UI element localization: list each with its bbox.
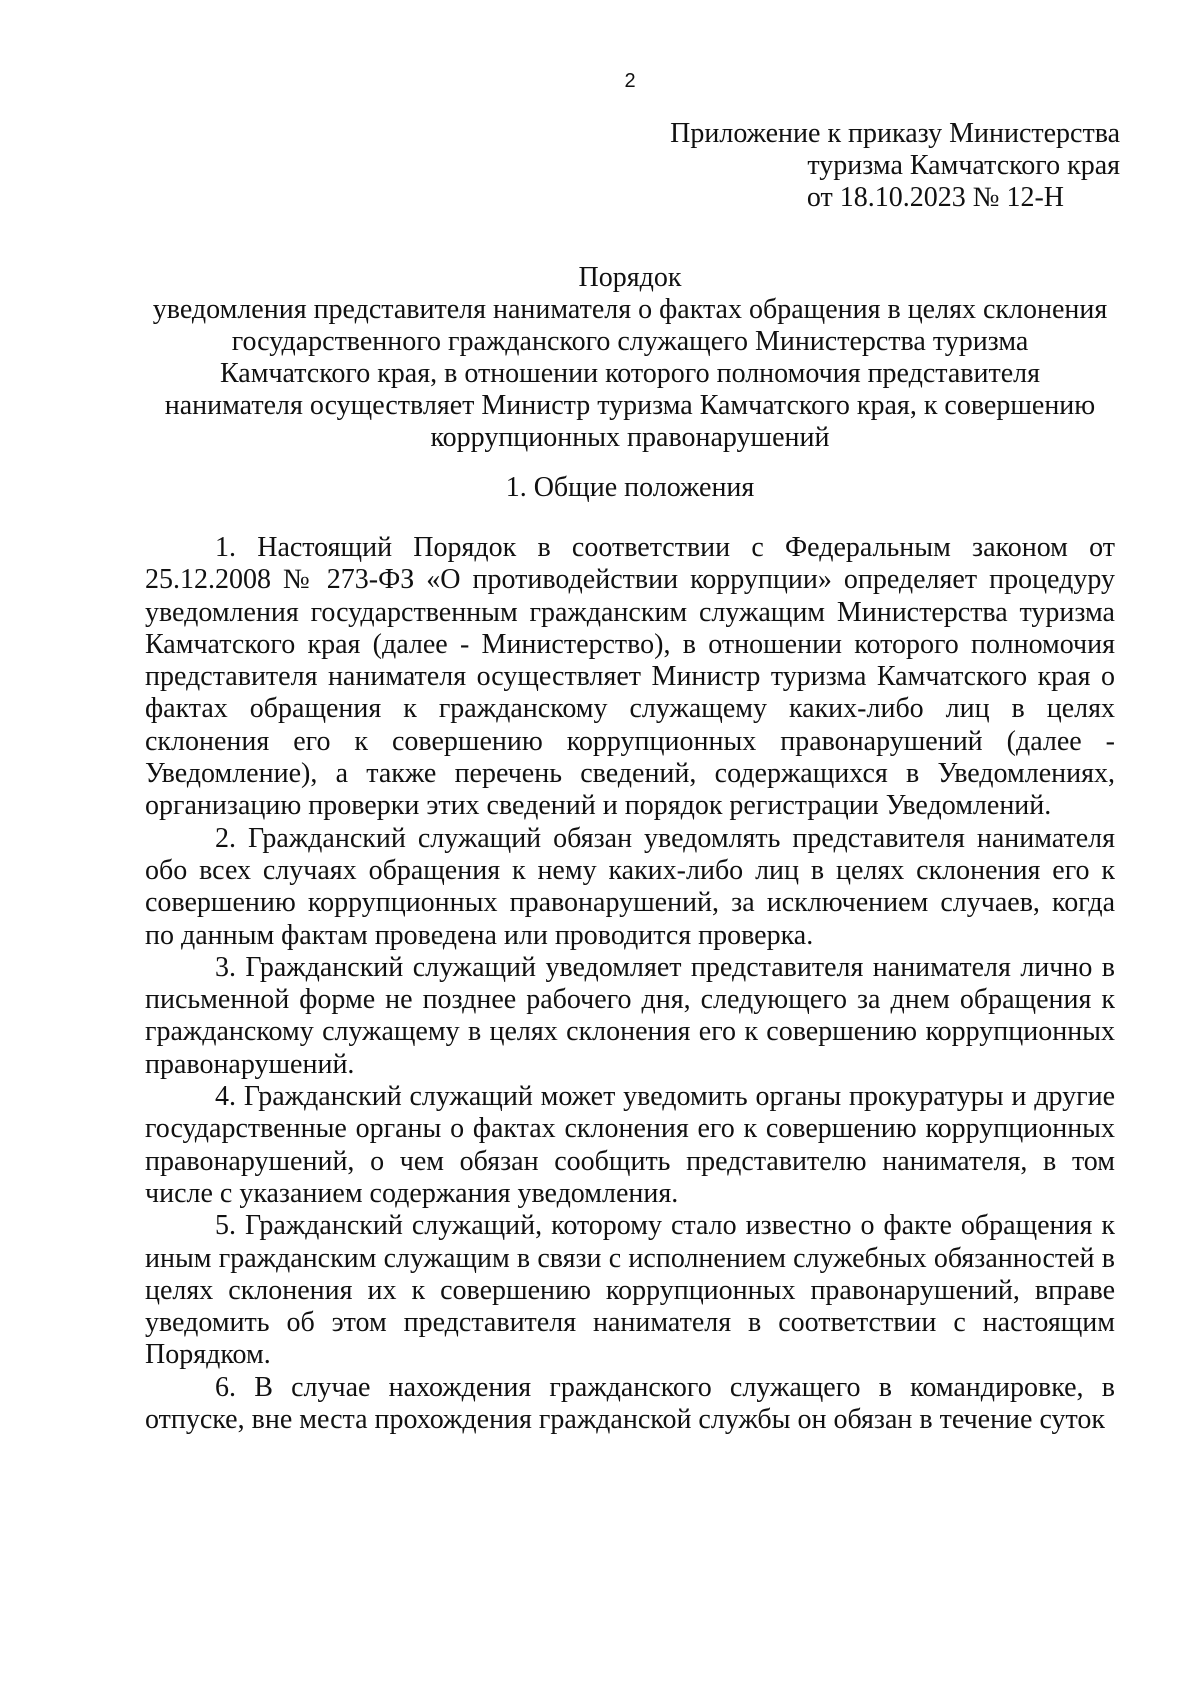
appendix-line: от 18.10.2023 № 12-Н xyxy=(806,182,1064,213)
title-line: Камчатского края, в отношении которого полномочия представителя xyxy=(219,358,1041,389)
title-line: уведомления представителя нанимателя о фактах обращения в целях склонения xyxy=(152,294,1108,325)
appendix-line: туризма Камчатского края xyxy=(807,150,1120,181)
title-line: коррупционных правонарушений xyxy=(430,422,830,453)
document-body xyxy=(145,532,1115,1436)
document-title xyxy=(140,262,1120,454)
section-heading: 1. Общие положения xyxy=(505,472,755,503)
paragraph: 3. Гражданский служащий уведомляет представителя нанимателя лично в письменной форме не позднее рабочего дня, следующего за днем обращения к гражданскому служащему в целях склонения его к совершению коррупционных правонарушений. xyxy=(145,951,1115,1080)
title-line: нанимателя осуществляет Министр туризма Камчатского края, к совершению xyxy=(164,390,1096,421)
appendix-reference xyxy=(660,118,1120,214)
appendix-line: Приложение к приказу Министерства xyxy=(670,118,1120,149)
paragraph: 6. В случае нахождения гражданского служащего в командировке, в отпуске, вне места прохождения гражданской службы он обязан в течение суток xyxy=(145,1371,1115,1436)
paragraph: 5. Гражданский служащий, которому стало известно о факте обращения к иным гражданским служащим в связи с исполнением служебных обязанностей в целях склонения их к совершению коррупционных правонарушений, вправе уведомить об этом представителя нанимателя в соответствии с настоящим Порядком. xyxy=(145,1210,1115,1371)
paragraph: 1. Настоящий Порядок в соответствии с Федеральным законом от 25.12.2008 № 273-ФЗ «О противодействии коррупции» определяет процедуру уведомления государственным гражданским служащим Министерства туризма Камчатского края (далее - Министерство), в отношении которого полномочия представителя нанимателя осуществляет Министр туризма Камчатского края о фактах обращения к гражданскому служащему каких-либо лиц в целях склонения его к совершению коррупционных правонарушений (далее - Уведомление), а также перечень сведений, содержащихся в Уведомлениях, организацию проверки этих сведений и порядок регистрации Уведомлений. xyxy=(145,532,1115,822)
paragraph: 4. Гражданский служащий может уведомить органы прокуратуры и другие государственные органы о фактах склонения его к совершению коррупционных правонарушений, о чем обязан сообщить представителю нанимателя, в том числе с указанием содержания уведомления. xyxy=(145,1081,1115,1209)
title-heading: Порядок xyxy=(578,262,682,293)
page-number: 2 xyxy=(624,70,636,92)
paragraph: 2. Гражданский служащий обязан уведомлять представителя нанимателя обо всех случаях обращения к нему каких-либо лиц в целях склонения его к совершению коррупционных правонарушений, за исключением случаев, когда по данным фактам проведена или проводится проверка. xyxy=(145,822,1115,951)
title-line: государственного гражданского служащего Министерства туризма xyxy=(231,326,1029,357)
